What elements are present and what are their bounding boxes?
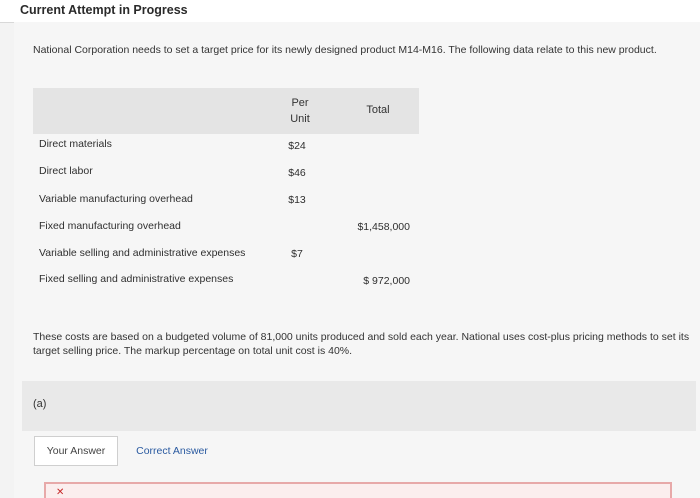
row-label: Variable selling and administrative expenses xyxy=(39,247,246,259)
header-bar xyxy=(0,0,700,23)
row-total: $ 972,000 xyxy=(363,275,410,287)
tab-your-answer[interactable]: Your Answer xyxy=(34,436,118,466)
problem-intro: National Corporation needs to set a target price for its newly designed product M14-M16. The following data relate to this new product. xyxy=(33,44,657,56)
row-label: Variable manufacturing overhead xyxy=(39,193,193,205)
row-label: Direct labor xyxy=(39,165,93,177)
column-header-per-unit-label: Per Unit xyxy=(290,97,310,125)
row-per-unit: $13 xyxy=(288,194,306,206)
row-per-unit: $46 xyxy=(288,167,306,179)
column-header-total: Total xyxy=(366,104,390,116)
row-total: $1,458,000 xyxy=(357,221,410,233)
row-label: Fixed manufacturing overhead xyxy=(39,220,181,232)
answer-feedback-box xyxy=(44,482,672,498)
cost-basis-text: These costs are based on a budgeted volume of 81,000 units produced and sold each year. National uses cost-plus pricing methods to set its target selling price. The markup percentage on total unit cost is 40%. xyxy=(33,331,690,357)
row-per-unit: $7 xyxy=(291,248,303,260)
row-label: Direct materials xyxy=(39,138,112,150)
part-label: (a) xyxy=(33,398,47,410)
page-title: Current Attempt in Progress xyxy=(20,3,188,17)
part-a-bar xyxy=(22,381,696,431)
row-label: Fixed selling and administrative expenses xyxy=(39,273,234,285)
x-icon: ✕ xyxy=(56,487,65,498)
tab-correct-answer[interactable]: Correct Answer xyxy=(136,445,208,457)
column-header-per-unit xyxy=(278,95,322,127)
row-per-unit: $24 xyxy=(288,140,306,152)
